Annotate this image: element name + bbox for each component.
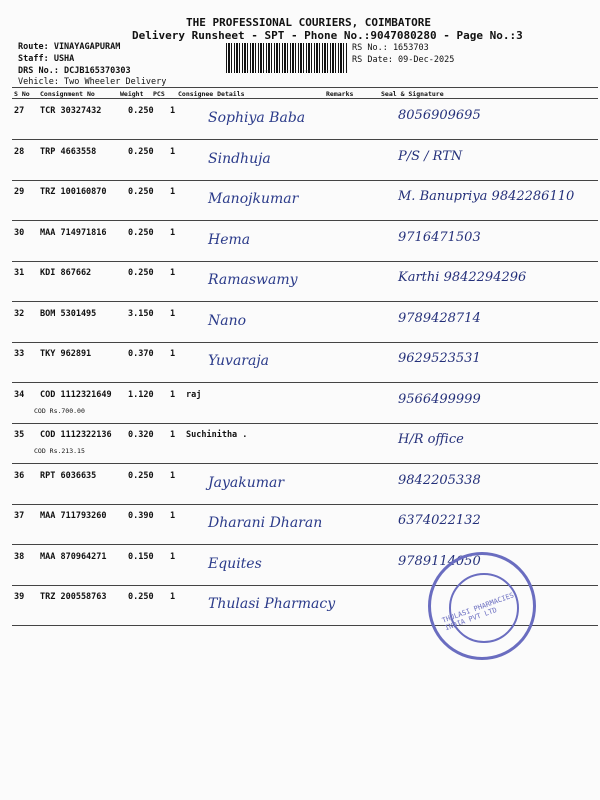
row-weight: 0.370 bbox=[128, 349, 154, 359]
row-sno: 30 bbox=[14, 227, 25, 238]
row-consignment-no: COD 1112322136 bbox=[40, 430, 112, 440]
barcode bbox=[226, 43, 348, 73]
row-sno: 28 bbox=[14, 146, 25, 157]
row-consignment-no: RPT 6036635 bbox=[40, 470, 97, 481]
row-pcs: 1 bbox=[170, 268, 176, 278]
runsheet-subtitle: Delivery Runsheet - SPT - Phone No.:9047080280 - Page No.:3 bbox=[132, 29, 523, 42]
row-sno: 34 bbox=[14, 389, 25, 400]
row-consignment-no: COD 1112321649 bbox=[40, 389, 112, 400]
row-pcs: 1 bbox=[170, 187, 176, 197]
row-sno: 33 bbox=[14, 349, 25, 359]
row-weight: 0.250 bbox=[128, 146, 154, 157]
row-signature: 9566499999 bbox=[398, 391, 481, 407]
row-signature: 6374022132 bbox=[398, 513, 481, 528]
row-consignment-no: BOM 5301495 bbox=[40, 308, 97, 319]
row-sno: 29 bbox=[14, 187, 25, 197]
row-sno: 35 bbox=[14, 430, 25, 440]
row-weight: 0.250 bbox=[128, 592, 154, 602]
row-pcs: 1 bbox=[170, 106, 176, 116]
row-sno: 32 bbox=[14, 308, 25, 319]
row-consignment-no: MAA 870964271 bbox=[40, 551, 107, 562]
row-handwritten-name: Thulasi Pharmacy bbox=[208, 596, 336, 612]
row-pcs: 1 bbox=[170, 551, 176, 562]
row-cod-amount: COD Rs.700.00 bbox=[34, 406, 85, 415]
row-consignment-no: KDI 867662 bbox=[40, 268, 92, 278]
row-consignment-no: TRP 4663558 bbox=[40, 146, 97, 157]
col-consignee: Consignee Details bbox=[178, 90, 245, 98]
table-row bbox=[12, 222, 598, 262]
col-seal-signature: Seal & Signature bbox=[381, 90, 444, 98]
row-consignment-no: TKY 962891 bbox=[40, 349, 92, 359]
row-pcs: 1 bbox=[170, 430, 176, 440]
row-pcs: 1 bbox=[170, 227, 176, 238]
col-consignment: Consignment No bbox=[40, 90, 95, 98]
row-consignment-no: TCR 30327432 bbox=[40, 106, 102, 116]
row-signature: 9716471503 bbox=[398, 229, 481, 245]
company-title: THE PROFESSIONAL COURIERS, COIMBATORE bbox=[186, 16, 432, 29]
row-pcs: 1 bbox=[170, 349, 176, 359]
table-row bbox=[12, 384, 598, 424]
col-pcs: PCS bbox=[153, 90, 165, 98]
header-top-rule bbox=[12, 87, 598, 88]
row-consignment-no: TRZ 200558763 bbox=[40, 592, 107, 602]
row-pcs: 1 bbox=[170, 146, 176, 157]
row-weight: 0.250 bbox=[128, 470, 154, 481]
row-signature: M. Banupriya 9842286110 bbox=[398, 189, 575, 204]
stamp-text: THULASI PHARMACIES INDIA PVT LTD bbox=[441, 591, 516, 633]
row-signature: 9789114050 bbox=[398, 553, 481, 569]
row-handwritten-name: Ramaswamy bbox=[208, 272, 298, 288]
row-consignee: raj bbox=[186, 389, 202, 400]
col-weight: Weight bbox=[120, 90, 144, 98]
row-weight: 0.250 bbox=[128, 227, 154, 238]
row-signature: Karthi 9842294296 bbox=[398, 270, 527, 285]
row-sno: 38 bbox=[14, 551, 25, 562]
company-stamp bbox=[428, 552, 536, 660]
row-handwritten-name: Sophiya Baba bbox=[208, 110, 306, 126]
table-row bbox=[12, 100, 598, 140]
row-sno: 36 bbox=[14, 470, 25, 481]
staff-label: Staff: USHA bbox=[18, 54, 75, 64]
row-consignee: Suchinitha . bbox=[186, 430, 248, 440]
row-handwritten-name: Nano bbox=[208, 312, 247, 329]
row-handwritten-name: Hema bbox=[208, 231, 251, 248]
row-sno: 31 bbox=[14, 268, 25, 278]
row-pcs: 1 bbox=[170, 592, 176, 602]
row-handwritten-name: Sindhuja bbox=[208, 150, 271, 167]
row-signature: 9629523531 bbox=[398, 351, 481, 366]
table-row bbox=[12, 343, 598, 383]
row-pcs: 1 bbox=[170, 470, 176, 481]
row-handwritten-name: Jayakumar bbox=[208, 474, 285, 491]
table-row bbox=[12, 465, 598, 505]
col-sno: S No bbox=[14, 90, 30, 98]
row-weight: 0.390 bbox=[128, 511, 154, 521]
row-signature: H/R office bbox=[398, 432, 464, 447]
table-row bbox=[12, 181, 598, 221]
rs-no: RS No.: 1653703 bbox=[352, 43, 429, 53]
row-weight: 0.150 bbox=[128, 551, 154, 562]
row-handwritten-name: Manojkumar bbox=[208, 191, 299, 207]
row-sno: 27 bbox=[14, 106, 25, 116]
row-signature: 9842205338 bbox=[398, 472, 481, 488]
header-bottom-rule bbox=[12, 98, 598, 99]
vehicle-label: Vehicle: Two Wheeler Delivery bbox=[18, 77, 167, 87]
row-cod-amount: COD Rs.213.15 bbox=[34, 447, 85, 455]
row-sno: 37 bbox=[14, 511, 25, 521]
row-pcs: 1 bbox=[170, 308, 176, 319]
row-weight: 0.250 bbox=[128, 268, 154, 278]
row-signature: P/S / RTN bbox=[398, 148, 463, 164]
table-row bbox=[12, 505, 598, 545]
row-handwritten-name: Dharani Dharan bbox=[208, 515, 323, 531]
row-pcs: 1 bbox=[170, 389, 176, 400]
row-handwritten-name: Yuvaraja bbox=[208, 353, 270, 369]
row-consignment-no: TRZ 100160870 bbox=[40, 187, 107, 197]
row-weight: 1.120 bbox=[128, 389, 154, 400]
route-label: Route: VINAYAGAPURAM bbox=[18, 42, 121, 52]
row-pcs: 1 bbox=[170, 511, 176, 521]
table-row bbox=[12, 141, 598, 181]
row-sno: 39 bbox=[14, 592, 25, 602]
col-remarks: Remarks bbox=[326, 90, 354, 98]
row-weight: 0.320 bbox=[128, 430, 154, 440]
row-signature: 8056909695 bbox=[398, 108, 481, 123]
row-handwritten-name: Equites bbox=[208, 555, 262, 572]
row-weight: 0.250 bbox=[128, 187, 154, 197]
row-consignment-no: MAA 714971816 bbox=[40, 227, 107, 238]
row-consignment-no: MAA 711793260 bbox=[40, 511, 107, 521]
table-row bbox=[12, 303, 598, 343]
row-weight: 0.250 bbox=[128, 106, 154, 116]
table-row bbox=[12, 424, 598, 464]
drs-label: DRS No.: DCJB165370303 bbox=[18, 66, 131, 76]
rs-date: RS Date: 09-Dec-2025 bbox=[352, 55, 455, 65]
table-row bbox=[12, 262, 598, 302]
row-weight: 3.150 bbox=[128, 308, 154, 319]
row-signature: 9789428714 bbox=[398, 310, 481, 326]
